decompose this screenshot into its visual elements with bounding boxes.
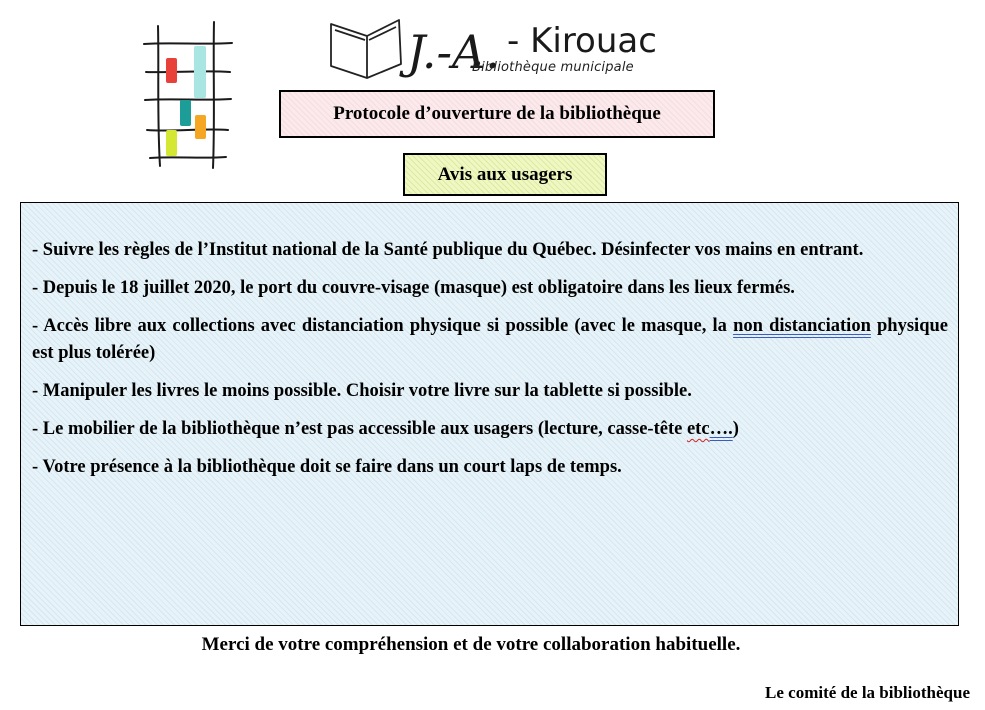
signature: Le comité de la bibliothèque xyxy=(765,683,970,702)
rule-mask: - Depuis le 18 juillet 2020, le port du couvre-visage (masque) est obligatoire dans les lieux fermés. xyxy=(32,278,795,298)
grammar-marked-phrase: non distanciation xyxy=(733,316,871,336)
rule-furniture-text-end: ) xyxy=(732,419,739,439)
grammar-marked-dots: …. xyxy=(709,419,733,439)
book-orange xyxy=(195,115,206,139)
notice-label: Avis aux usagers xyxy=(403,153,607,196)
book-teal xyxy=(180,100,191,126)
rule-collections-text-start: - Accès libre aux collections avec distanciation physique si possible (avec le masque, la xyxy=(32,316,734,336)
rules-panel xyxy=(20,202,959,626)
spellcheck-marked-word: etc xyxy=(686,419,710,439)
rule-collections xyxy=(32,313,948,367)
open-book-icon xyxy=(331,20,401,78)
rule-handling: - Manipuler les livres le moins possible. Choisir votre livre sur la tablette si possible. xyxy=(32,381,692,401)
brand-name: - Kirouac xyxy=(507,21,657,61)
book-lightblue xyxy=(194,46,206,98)
page-title: Protocole d’ouverture de la bibliothèque xyxy=(279,90,715,138)
book-red xyxy=(166,58,177,83)
rule-furniture xyxy=(32,416,948,443)
rule-furniture-text-start: - Le mobilier de la bibliothèque n’est pas accessible aux usagers (lecture, casse-tête xyxy=(32,419,687,439)
rule-short-visit: - Votre présence à la bibliothèque doit se faire dans un court laps de temps. xyxy=(32,457,622,477)
brand-initials: J.-A. xyxy=(407,25,500,79)
thanks-message: Merci de votre compréhension et de votre collaboration habituelle. xyxy=(201,634,741,655)
library-grid-logo xyxy=(142,18,234,174)
rule-collections-text-end: physique est plus tolérée) xyxy=(32,316,948,363)
rule-hygiene: - Suivre les règles de l’Institut national de la Santé publique du Québec. Désinfecter vos mains en entrant. xyxy=(32,240,864,260)
book-yellow xyxy=(166,130,177,156)
brand-subtitle: Bibliothèque municipale xyxy=(472,60,634,75)
